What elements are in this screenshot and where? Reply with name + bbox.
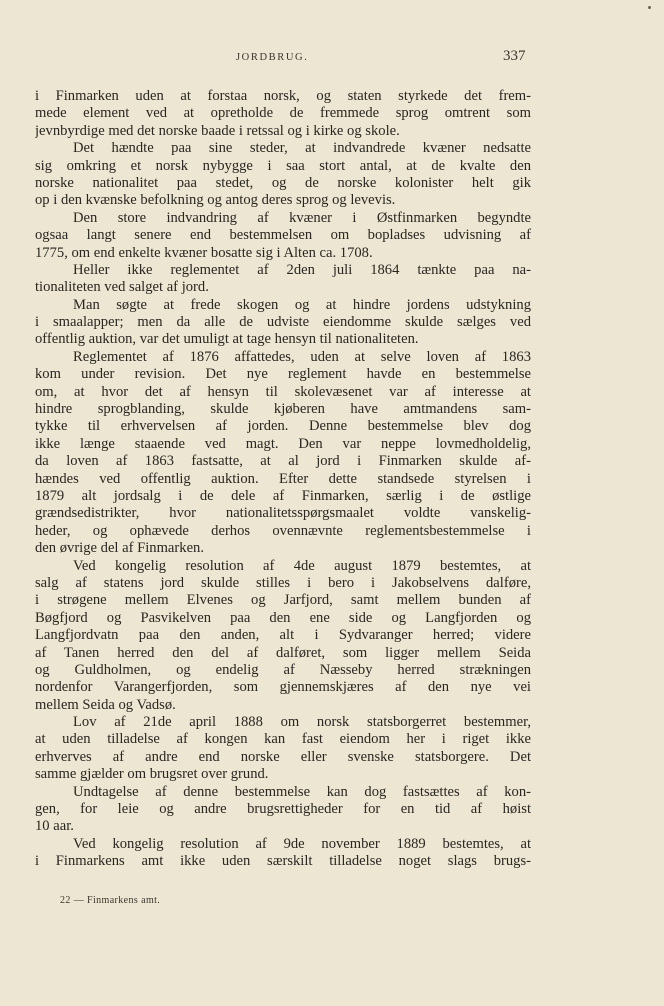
text-line: Lov af 21de april 1888 om norsk statsborgerret bestemmer, <box>73 714 531 731</box>
text-line: af Tanen herred den del af dalføret, som ligger mellem Seida <box>35 644 531 661</box>
text-line: 1775, om end enkelte kvæner bosatte sig i Alten ca. 1708. <box>35 244 373 261</box>
text-line: grændsedistrikter, hvor nationalitetsspørgsmaalet voldte vanskelig- <box>35 505 531 522</box>
text-line: jevnbyrdige med det norske baade i retssal og i kirke og skole. <box>35 122 400 139</box>
text-line: Den store indvandring af kvæner i Østfinmarken begyndte <box>73 209 531 226</box>
print-mark <box>648 6 651 9</box>
text-line: op i den kvænske befolkning og antog deres sprog og levevis. <box>35 192 396 209</box>
text-line: 10 aar. <box>35 818 74 835</box>
text-line: Reglementet af 1876 affattedes, uden at selve loven af 1863 <box>73 348 531 365</box>
running-title: JORDBRUG. <box>236 52 309 63</box>
text-line: Langfjordvatn paa den anden, alt i Sydvaranger herred; videre <box>35 627 531 644</box>
text-line: i Finmarkens amt ikke uden særskilt tilladelse noget slags brugs- <box>35 853 531 870</box>
text-line: norske nationalitet paa stedet, og de norske kolonister helt gik <box>35 174 531 191</box>
text-line: den øvrige del af Finmarken. <box>35 540 204 557</box>
text-line: hændes ved offentlig auktion. Efter dette standsede styrelsen i <box>35 470 531 487</box>
text-line: sig omkring et norsk nybygge i saa stort antal, at de kvalte den <box>35 157 531 174</box>
text-line: mellem Seida og Vadsø. <box>35 696 176 713</box>
text-line: nordenfor Varangerfjorden, som gjennemskjæres af den nye vei <box>35 679 531 696</box>
text-line: i Finmarken uden at forstaa norsk, og staten styrkede det frem- <box>35 88 531 104</box>
text-line: Bøgfjord og Pasvikelven paa den ene side og Langfjorden og <box>35 609 531 626</box>
text-line: ikke længe staaende ved magt. Den var neppe lovmedholdelig, <box>35 435 531 452</box>
text-line: tykke til erhvervelsen af jorden. Denne bestemmelse blev dog <box>35 418 531 435</box>
text-line: hindre sprogblanding, skulde kjøberen have amtmandens sam- <box>35 401 531 418</box>
text-line: i strøgene mellem Elvenes og Jarfjord, samt mellem bunden af <box>35 592 531 609</box>
text-line: heder, og ophævede derhos ovennævnte reglementsbestemmelse i <box>35 522 531 539</box>
text-line: at uden tilladelse af kongen kan fast eiendom her i riget ikke <box>35 731 531 748</box>
text-line: Man søgte at frede skogen og at hindre jordens udstykning <box>73 296 531 313</box>
text-line: offentlig auktion, var det umuligt at tage hensyn til nationaliteten. <box>35 331 419 348</box>
text-line: 1879 alt jordsalg i de dele af Finmarken, særlig i de østlige <box>35 487 531 504</box>
text-line: ogsaa langt senere end bestemmelsen om bopladses udvisning af <box>35 227 531 244</box>
text-line: om, at hvor det af hensyn til skolevæsenet var af interesse at <box>35 383 531 400</box>
printer-signature: 22 — Finmarkens amt. <box>60 895 161 906</box>
text-line: erhverves af andre end norske eller svenske statsborgere. Det <box>35 748 531 765</box>
text-line: salg af statens jord skulde stilles i bero i Jakobselvens dalføre, <box>35 574 531 591</box>
body-text <box>35 88 531 871</box>
text-line: mede element ved at opretholde de fremmede sprog omtrent som <box>35 105 531 122</box>
text-line: tionaliteten ved salget af jord. <box>35 279 209 296</box>
text-line: Ved kongelig resolution af 9de november 1889 bestemtes, at <box>73 835 531 852</box>
page-number: 337 <box>503 48 526 64</box>
text-line: kom under revision. Det nye reglement havde en bestemmelse <box>35 366 531 383</box>
text-line: i smaalapper; men da alle de udviste eiendomme skulde sælges ved <box>35 314 531 331</box>
text-line: samme gjælder om brugsret over grund. <box>35 766 269 783</box>
text-line: Heller ikke reglementet af 2den juli 1864 tænkte paa na- <box>73 261 531 278</box>
text-line: Undtagelse af denne bestemmelse kan dog fastsættes af kon- <box>73 783 531 800</box>
text-line: Det hændte paa sine steder, at indvandrede kvæner nedsatte <box>73 140 531 157</box>
text-line: gen, for leie og andre brugsrettigheder for en tid af høist <box>35 801 531 818</box>
text-line: Ved kongelig resolution af 4de august 1879 bestemtes, at <box>73 557 531 574</box>
text-line: og Guldholmen, og endelig af Næsseby herred strækningen <box>35 661 531 678</box>
text-line: da loven af 1863 fastsatte, at al jord i Finmarken skulde af- <box>35 453 531 470</box>
